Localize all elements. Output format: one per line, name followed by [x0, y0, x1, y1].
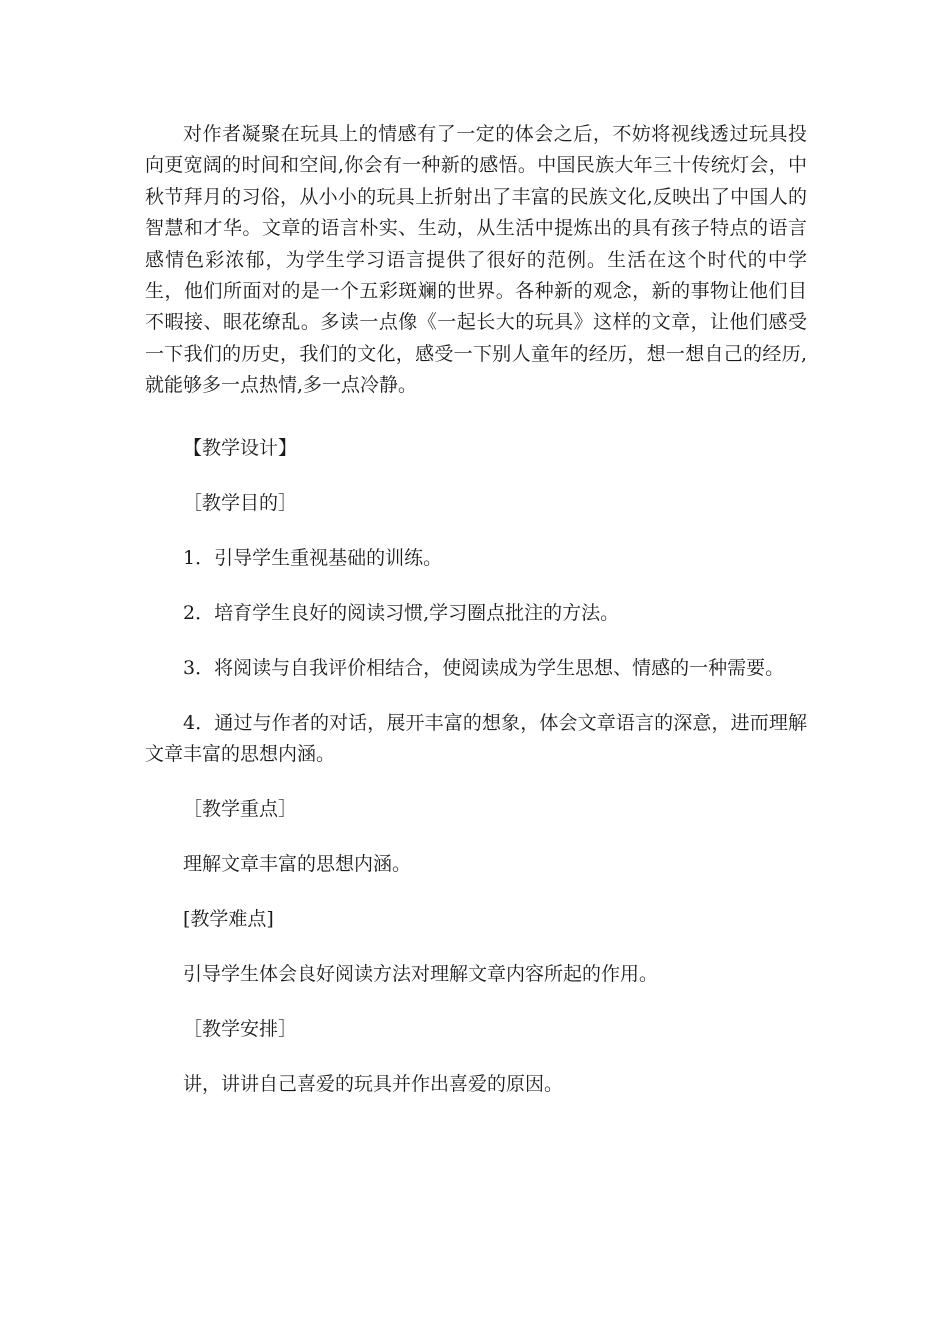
section-title: 【教学设计】 [183, 436, 298, 459]
arrangement-heading: ［教学安排］ [183, 1017, 298, 1040]
goal-item-4: 4．通过与作者的对话，展开丰富的想象，体会文章语言的深意，进而理解文章丰富的思想内涵。 [145, 711, 807, 765]
document-page [145, 119, 807, 1100]
difficulty-heading: [教学难点] [183, 907, 274, 930]
focus-heading: ［教学重点］ [183, 797, 298, 820]
goal-item-3: 3．将阅读与自我评价相结合，使阅读成为学生思想、情感的一种需要。 [183, 656, 785, 679]
goal-item-2: 2．培育学生良好的阅读习惯,学习圈点批注的方法。 [183, 601, 620, 624]
goal-item-1: 1．引导学生重视基础的训练。 [183, 546, 443, 569]
intro-paragraph: 对作者凝聚在玩具上的情感有了一定的体会之后，不妨将视线透过玩具投向更宽阔的时间和空间,你会有一种新的感悟。中国民族大年三十传统灯会，中秋节拜月的习俗，从小小的玩具上折射出了丰富的民族文化,反映出了中国人的智慧和才华。文章的语言朴实、生动，从生活中提炼出的具有孩子特点的语言感情色彩浓郁，为学生学习语言提供了很好的范例。生活在这个时代的中学生，他们所面对的是一个五彩斑斓的世界。各种新的观念，新的事物让他们目不暇接、眼花缭乱。多读一点像《一起长大的玩具》这样的文章，让他们感受一下我们的历史，我们的文化，感受一下别人童年的经历，想一想自己的经历,就能够多一点热情,多一点冷静。 [145, 123, 807, 397]
arrangement-text: 讲，讲讲自己喜爱的玩具并作出喜爱的原因。 [183, 1072, 564, 1095]
difficulty-text: 引导学生体会良好阅读方法对理解文章内容所起的作用。 [183, 962, 659, 985]
focus-text: 理解文章丰富的思想内涵。 [183, 852, 412, 875]
goals-heading: ［教学目的］ [183, 491, 298, 514]
